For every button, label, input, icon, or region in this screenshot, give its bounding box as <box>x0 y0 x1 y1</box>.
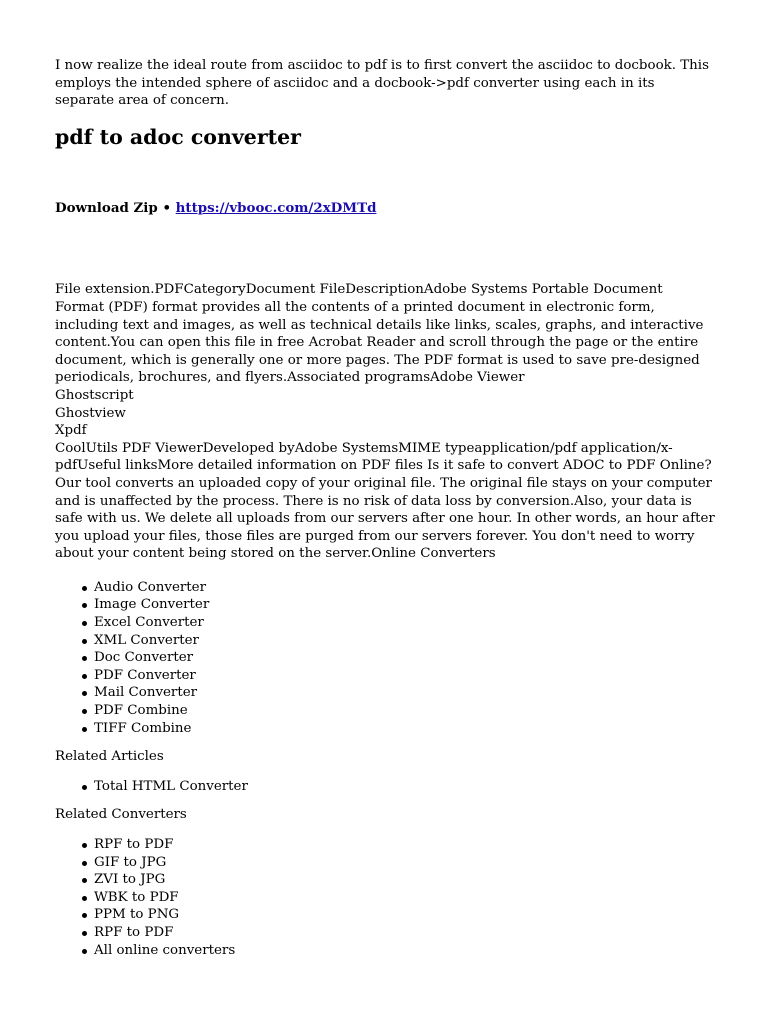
list-item[interactable]: Excel Converter <box>94 614 715 632</box>
list-item[interactable]: Doc Converter <box>94 649 715 667</box>
body-paragraph-2: CoolUtils PDF ViewerDeveloped byAdobe SystemsMIME typeapplication/pdf application/x-pdfUseful linksMore detailed information on PDF files Is it safe to convert ADOC to PDF Online?Our tool converts an uploaded copy of your original file. The original file stays on your computer and is unaffected by the process. There is no risk of data loss by conversion.Also, your data is safe with us. We delete all uploads from our servers after one hour. In other words, an hour after you upload your files, those files are purged from our servers forever. You don't need to worry about your content being stored on the server.Online Converters <box>55 440 715 562</box>
download-separator: • <box>162 199 171 216</box>
list-item[interactable]: All online converters <box>94 942 715 960</box>
list-item[interactable]: GIF to JPG <box>94 854 715 872</box>
body-line-ghostview: Ghostview <box>55 405 126 421</box>
download-label: Download Zip <box>55 199 158 216</box>
intro-paragraph: I now realize the ideal route from asciidoc to pdf is to first convert the asciidoc to docbook. This employs the intended sphere of asciidoc and a docbook->pdf converter using each in its separate area of concern. <box>55 58 709 109</box>
body-line-xpdf: Xpdf <box>55 423 87 439</box>
body-paragraph: File extension.PDFCategoryDocument FileDescriptionAdobe Systems Portable Document Format (PDF) format provides all the contents of a printed document in electronic form, including text and images, as well as technical details like links, scales, graphs, and interactive content.You can open this file in free Acrobat Reader and scroll through the page or the entire document, which is generally one or more pages. The PDF format is used to save pre-designed periodicals, brochures, and flyers.Associated programsAdobe Viewer <box>55 282 704 386</box>
list-item[interactable]: Audio Converter <box>94 579 715 597</box>
list-item[interactable]: Total HTML Converter <box>94 778 715 796</box>
list-item[interactable]: WBK to PDF <box>94 889 715 907</box>
list-item[interactable]: Image Converter <box>94 596 715 614</box>
related-articles-list <box>55 778 715 796</box>
document-page <box>55 57 715 959</box>
related-converters-list <box>55 836 715 959</box>
related-converters-heading: Related Converters <box>55 807 187 823</box>
list-item[interactable]: TIFF Combine <box>94 720 715 738</box>
list-item[interactable]: PDF Combine <box>94 702 715 720</box>
download-line <box>55 200 715 218</box>
list-item[interactable]: RPF to PDF <box>94 836 715 854</box>
list-item[interactable]: XML Converter <box>94 632 715 650</box>
list-item[interactable]: RPF to PDF <box>94 924 715 942</box>
body-text <box>55 281 715 563</box>
list-item[interactable]: PDF Converter <box>94 667 715 685</box>
body-line-ghostscript: Ghostscript <box>55 387 134 403</box>
related-articles-heading: Related Articles <box>55 749 164 765</box>
list-item[interactable]: Mail Converter <box>94 684 715 702</box>
list-item[interactable]: ZVI to JPG <box>94 871 715 889</box>
online-converters-list <box>55 579 715 737</box>
list-item[interactable]: PPM to PNG <box>94 906 715 924</box>
download-link[interactable]: https://vbooc.com/2xDMTd <box>175 199 377 216</box>
page-title: pdf to adoc converter <box>55 124 301 149</box>
